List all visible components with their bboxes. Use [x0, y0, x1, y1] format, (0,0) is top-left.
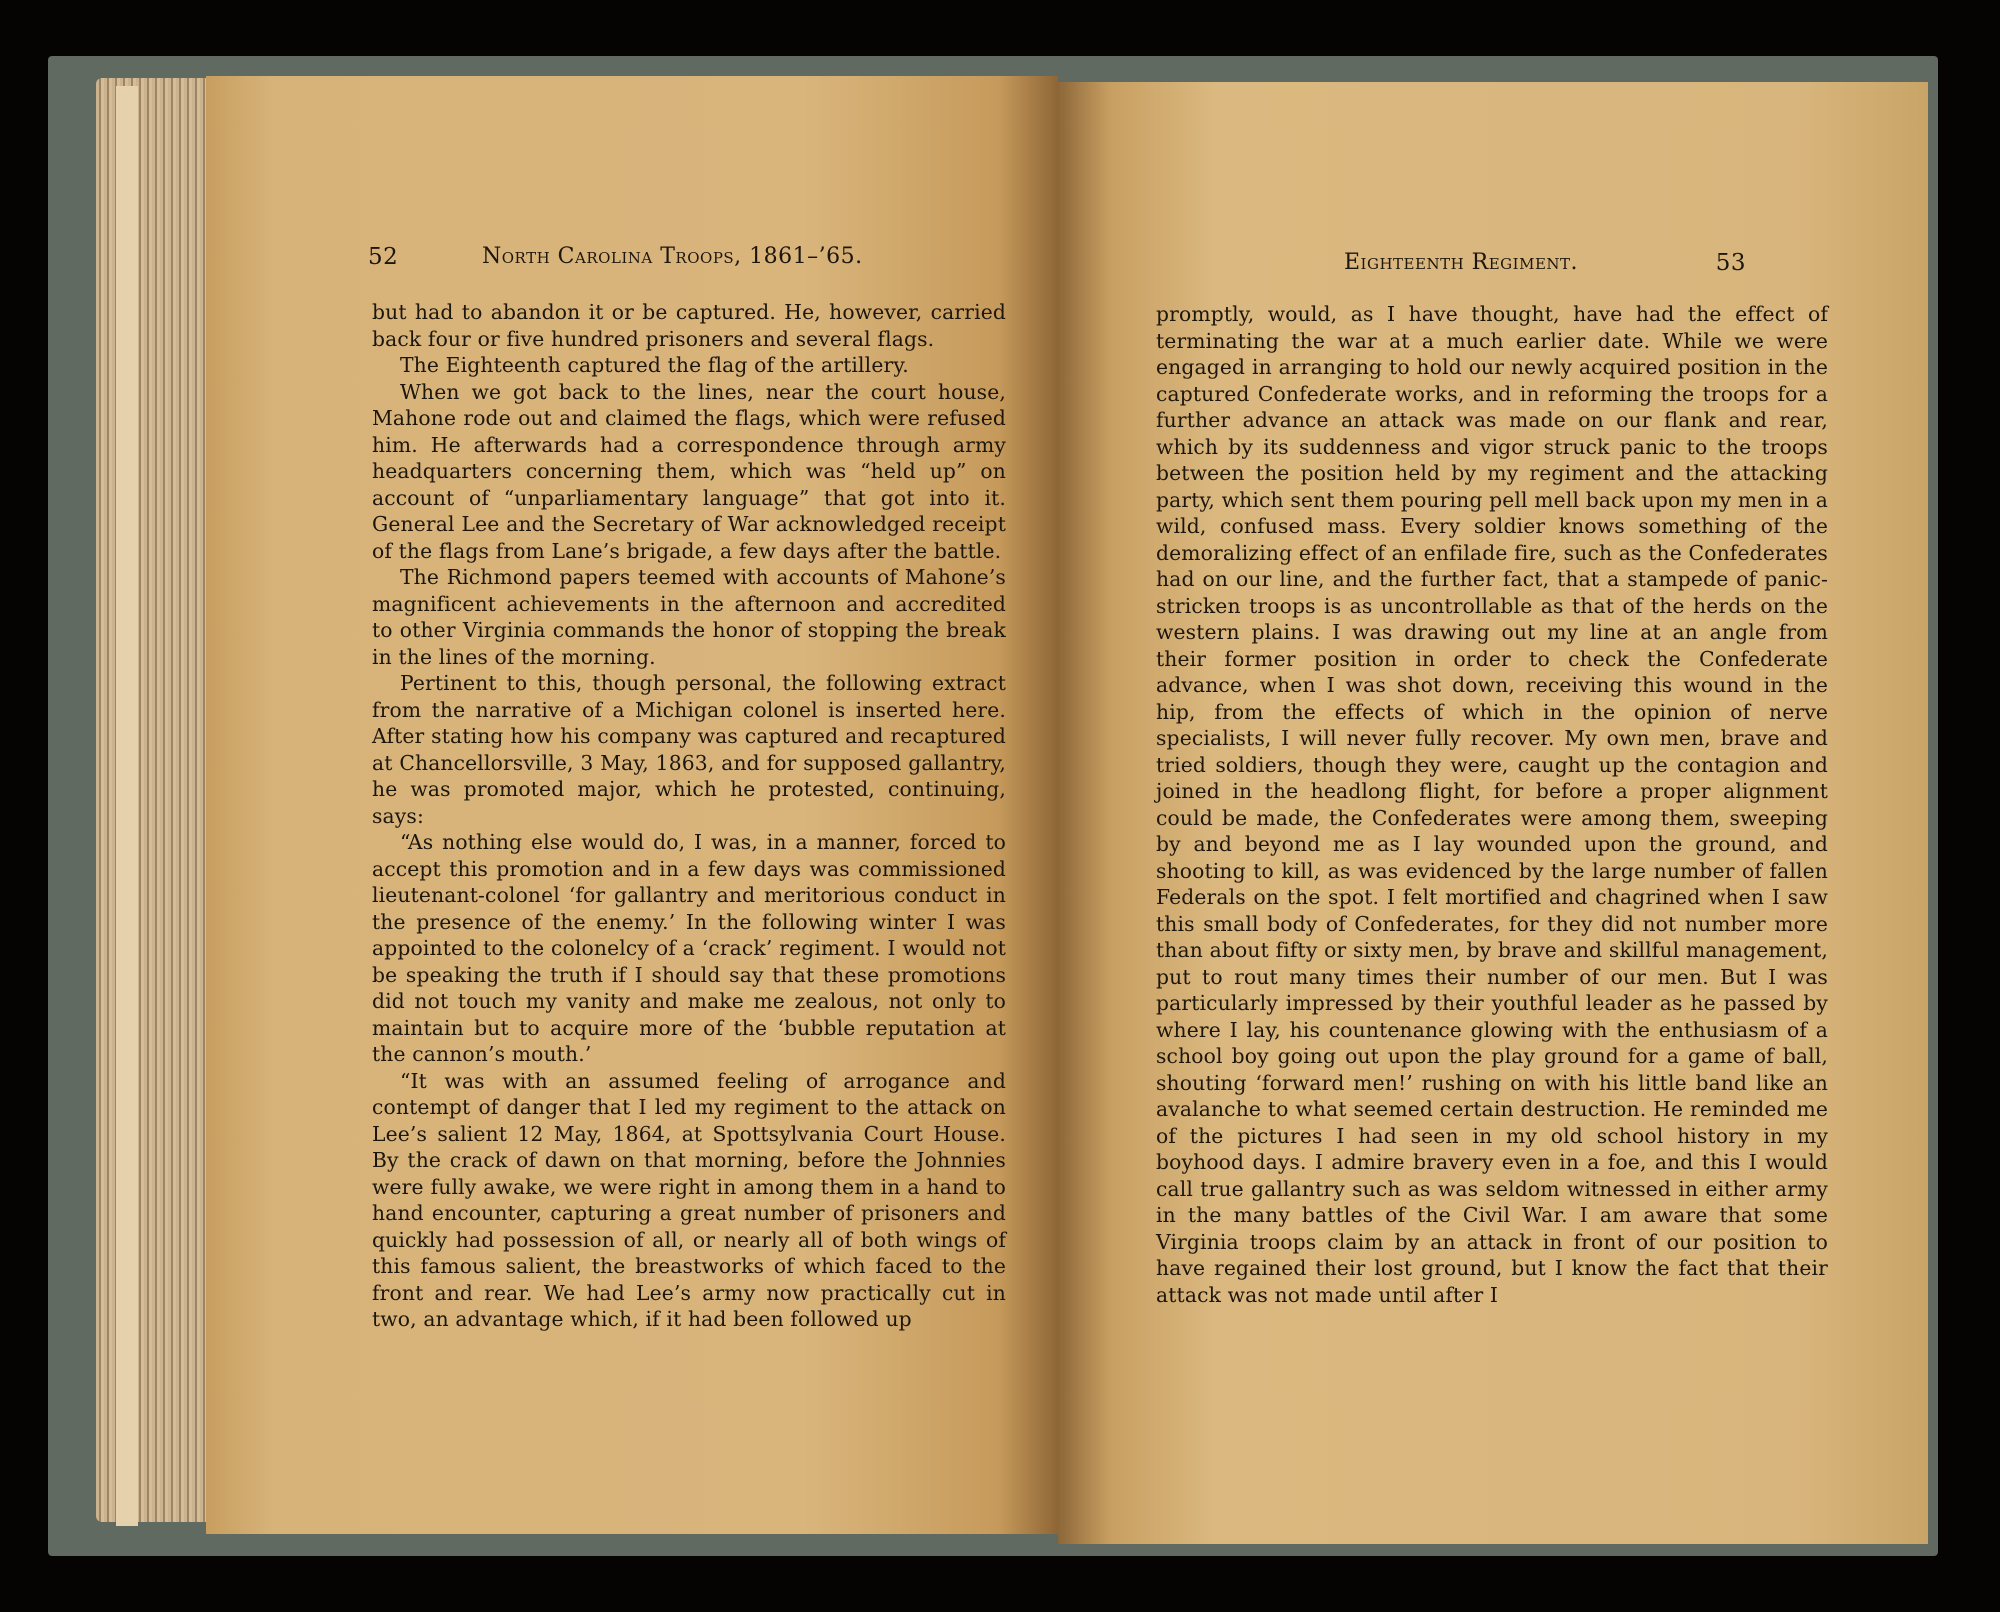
paragraph: “It was with an assumed feeling of arrogance and contempt of danger that I led my regiment to the attack on Lee’s salient 12 May, 1864, at Spottsylvania Court House. By the crack of dawn on that morning, before the Johnnies were fully awake, we were right in among them in a hand to hand encounter, capturing a great number of prisoners and quickly had possession of all, or nearly all of both wings of this famous salient, the breastworks of which faced to the front and rear. We had Lee’s army now practically cut in two, an advantage which, if it had been followed up [372, 1068, 1006, 1331]
paragraph: The Eighteenth captured the flag of the artillery. [400, 353, 909, 377]
paragraph: “As nothing else would do, I was, in a manner, forced to accept this promotion and in a few days was commissioned lieutenant-colonel ‘for gallantry and meritorious conduct in the presence of the enemy.’ In the following winter I was appointed to the colonelcy of a ‘crack’ regiment. I would not be speaking the truth if I should say that these promotions did not touch my vanity and make me zealous, not only to maintain but to acquire more of the ‘bubble reputation at the cannon’s mouth.’ [372, 830, 1006, 1066]
paragraph: but had to abandon it or be captured. He, however, carried back four or five hundred prisoners and several flags. [372, 300, 1006, 351]
right-page [1058, 82, 1928, 1544]
paragraph: Pertinent to this, though personal, the following extract from the narrative of a Michigan colonel is inserted here. After stating how his company was captured and recaptured at Chancellorsville, 3 May, 1863, and for supposed gallantry, he was promoted major, which he protested, continuing, says: [372, 671, 1006, 828]
right-page-body [1156, 301, 1828, 1308]
right-running-title: Eighteenth Regiment. [1344, 250, 1579, 275]
right-page-number: 53 [1715, 250, 1746, 276]
left-page-number: 52 [368, 244, 399, 270]
left-page [206, 76, 1058, 1534]
paragraph: The Richmond papers teemed with accounts of Mahone’s magnificent achievements in the afternoon and accredited to other Virginia commands the honor of stopping the break in the lines of the morning. [372, 565, 1006, 669]
right-running-head [1058, 250, 1928, 286]
left-running-head [206, 244, 1058, 280]
page-edges [96, 78, 208, 1522]
paragraph: When we got back to the lines, near the court house, Mahone rode out and claimed the flags, which were refused him. He afterwards had a correspondence through army headquarters concerning them, which was “held up” on account of “unparliamentary language” that got into it. General Lee and the Secretary of War acknowledged receipt of the flags from Lane’s brigade, a few days after the battle. [372, 379, 1006, 563]
left-running-title: North Carolina Troops, 1861–’65. [482, 244, 863, 269]
page-edge-highlight [116, 86, 138, 1526]
left-page-body [372, 299, 1006, 1333]
paragraph: promptly, would, as I have thought, have had the effect of terminating the war at a much earlier date. While we were engaged in arranging to hold our newly acquired position in the captured Confederate works, and in reforming the troops for a further advance an attack was made on our flank and rear, which by its suddenness and vigor struck panic to the troops between the position held by my regiment and the attacking party, which sent them pouring pell mell back upon my men in a wild, confused mass. Every soldier knows something of the demoralizing effect of an enfilade fire, such as the Confederates had on our line, and the further fact, that a stampede of panic-stricken troops is as uncontrollable as that of the herds on the western plains. I was drawing out my line at an angle from their former position in order to check the Confederate advance, when I was shot down, receiving this wound in the hip, from the effects of which in the opinion of nerve specialists, I will never fully recover. My own men, brave and tried soldiers, though they were, caught up the contagion and joined in the headlong flight, for before a proper alignment could be made, the Confederates were among them, sweeping by and beyond me as I lay wounded upon the ground, and shooting to kill, as was evidenced by the large number of fallen Federals on the spot. I felt mortified and chagrined when I saw this small body of Confederates, for they did not number more than about fifty or sixty men, by brave and skillful management, put to rout many times their number of our men. But I was particularly impressed by their youthful leader as he passed by where I lay, his countenance glowing with the enthusiasm of a school boy going out upon the play ground for a game of ball, shouting ‘forward men!’ rushing on with his little band like an avalanche to what seemed certain destruction. He reminded me of the pictures I had seen in my old school history in my boyhood days. I admire bravery even in a foe, and this I would call true gallantry such as was seldom witnessed in either army in the many battles of the Civil War. I am aware that some Virginia troops claim by an attack in front of our position to have regained their lost ground, but I know the fact that their attack was not made until after I [1156, 302, 1828, 1307]
